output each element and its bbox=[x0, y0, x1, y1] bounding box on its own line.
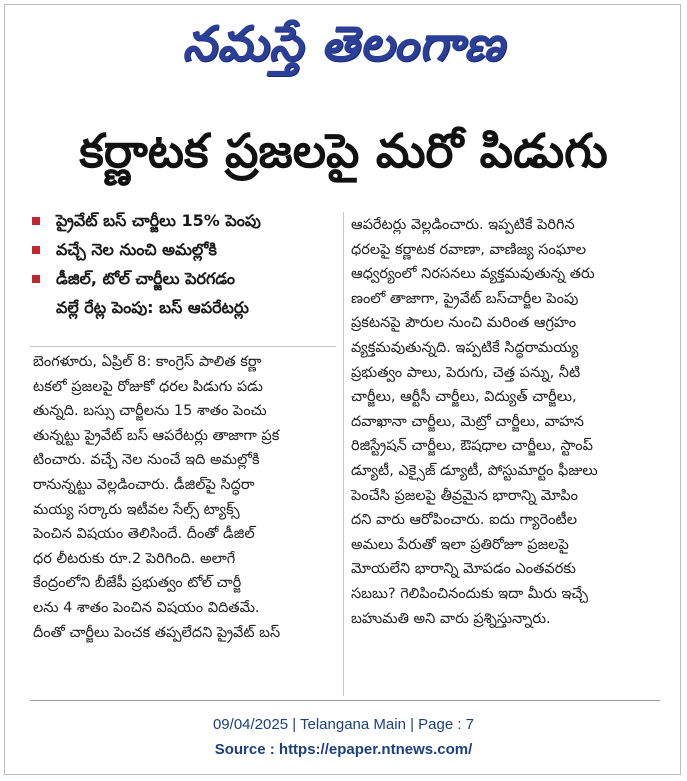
highlight-text: వల్లే రేట్ల పెంపు: బస్ ఆపరేటర్లు bbox=[56, 298, 249, 317]
bullet-marker-icon bbox=[32, 246, 40, 254]
body-text-line: చార్జీలు, ఆర్టీసీ చార్జీలు, విద్యుత్ చార్జీలు, bbox=[351, 389, 577, 406]
body-text-line: బహుమతి అని వారు ప్రశ్నిస్తున్నారు. bbox=[351, 610, 551, 627]
article-body-right-column bbox=[351, 213, 659, 631]
highlight-item bbox=[30, 206, 335, 235]
footer-divider bbox=[30, 700, 660, 701]
body-text-line: ణంలో తాజాగా, ప్రైవేట్ బస్‌చార్జీల పెంపు bbox=[351, 290, 579, 307]
body-text-line: ప్రకటనపై పౌరుల నుంచి మరింత ఆగ్రహం bbox=[351, 315, 577, 332]
body-text-line: పెంచేసి ప్రజలపై తీవ్రమైన భారాన్ని మోపిం bbox=[351, 487, 578, 504]
body-text-line: రిజిస్ట్రేషన్ చార్జీలు, ఔషధాల చార్జీలు, స్టాంప్ bbox=[351, 438, 593, 455]
highlight-item-continued bbox=[30, 293, 335, 322]
article-highlights bbox=[30, 206, 335, 322]
body-text-line: టించారు. వచ్చే నెల నుంచే ఇది అమల్లోకి bbox=[33, 452, 260, 469]
body-text-line: దీంతో చార్జీలు పెంచక తప్పలేదని ప్రైవేట్ బస్ bbox=[33, 624, 281, 641]
body-text-line: టకలో ప్రజలపై రోజుకో ధరల పిడుగు పడు bbox=[33, 378, 263, 395]
source-info: Source : https://epaper.ntnews.com/ bbox=[214, 741, 473, 758]
body-text-line: ధర లీటరుకు రూ.2 పెరిగింది. అలాగే bbox=[33, 550, 236, 567]
column-divider bbox=[343, 212, 344, 696]
article-body-left-column bbox=[33, 350, 336, 645]
body-text-line: ధరలపై కర్ణాటక రవాణా, వాణిజ్య సంఘాల bbox=[351, 241, 587, 258]
body-text-line: దని వారు ఆరోపించారు. ఐదు గ్యారెంటీల bbox=[351, 512, 577, 529]
body-text-line: మయ్య సర్కారు ఇటీవల సేల్స్ ట్యాక్స్ bbox=[33, 501, 240, 518]
body-text-line: సబబు? గెలిపించినందుకు ఇదా మీరు ఇచ్చే bbox=[351, 585, 588, 602]
body-text-line: తున్నది. బస్సు చార్జీలను 15 శాతం పెంచు bbox=[33, 403, 267, 420]
body-text-line: డ్యూటీ, ఎక్సైజ్ డ్యూటీ, పోస్టుమార్టం ఫీజులు bbox=[351, 462, 598, 479]
edition-info: 09/04/2025 | Telangana Main | Page : 7 bbox=[212, 716, 475, 733]
body-text-line: వ్యక్తమవుతున్నది. ఇప్పటికే సిద్ధరామయ్య bbox=[351, 339, 579, 356]
newspaper-masthead: నమస్తే తెలంగాణ bbox=[182, 16, 505, 72]
body-text-line: దవాఖానా చార్జీలు, మెట్రో చార్జీలు, వాహన bbox=[351, 413, 584, 430]
body-text-line: బెంగళూరు, ఏప్రిల్ 8: కాంగ్రెస్ పాలిత కర్ణా bbox=[33, 354, 262, 370]
bullet-marker-icon bbox=[32, 275, 40, 283]
highlight-text: డీజిల్, టోల్ చార్జీలు పెరగడం bbox=[56, 269, 235, 288]
body-text-line: లను 4 శాతం పెంచిన విషయం విదితమే. bbox=[33, 599, 260, 616]
body-text-line: ఆపరేటర్లు వెల్లడించారు. ఇప్పటికే పెరిగిన bbox=[351, 217, 575, 233]
highlight-item bbox=[30, 264, 335, 293]
article-headline: కర్ణాటక ప్రజలపై మరో పిడుగు bbox=[79, 124, 608, 179]
highlight-text: ప్రైవేట్ బస్ చార్జీలు 15% పెంపు bbox=[56, 211, 261, 230]
highlight-text: వచ్చే నెల నుంచి అమల్లోకి bbox=[56, 240, 217, 259]
body-text-line: పెంచిన విషయం తెలిసిందే. దీంతో డీజిల్ bbox=[33, 526, 255, 543]
body-text-line: తున్నట్టు ప్రైవేట్ బస్ ఆపరేటర్లు తాజాగా ప్రక bbox=[33, 427, 280, 444]
highlights-divider bbox=[30, 346, 336, 347]
highlight-item bbox=[30, 235, 335, 264]
body-text-line: మోయలేని భారాన్ని మోపడం ఎంతవరకు bbox=[351, 561, 576, 578]
bullet-marker-icon bbox=[32, 217, 40, 225]
body-text-line: కేంద్రంలోని బీజేపీ ప్రభుత్వం టోల్ చార్జీ bbox=[33, 575, 242, 592]
body-text-line: ప్రభుత్వం పాలు, పెరుగు, చెత్త పన్ను, నీటి bbox=[351, 364, 581, 381]
body-text-line: రానున్నట్టు వెల్లడించారు. డీజిల్‌పై సిద్ధరా bbox=[33, 476, 255, 493]
body-text-line: అమలు పేరుతో ఇలా ప్రతిరోజూ ప్రజలపై bbox=[351, 536, 569, 553]
body-text-line: ఆధ్వర్యంలో నిరసనలు వ్యక్తమవుతున్న తరు bbox=[351, 266, 595, 283]
